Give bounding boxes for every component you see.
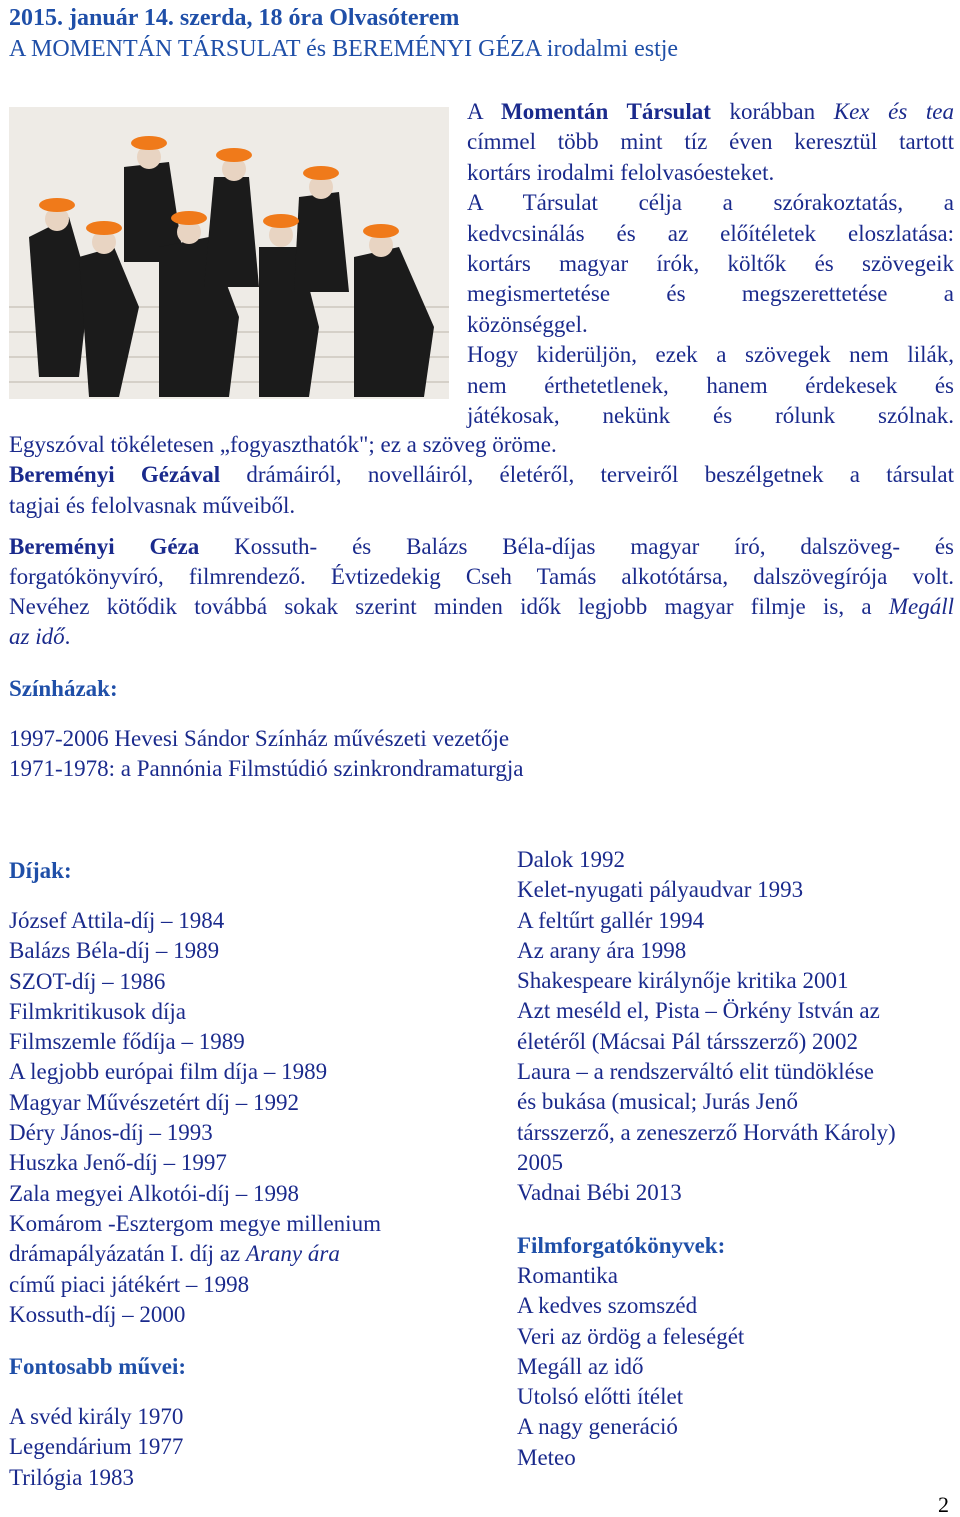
intro-line: nem érthetetlenek, hanem érdekesek és (467, 372, 954, 398)
films-list (517, 1261, 744, 1473)
award-item: drámapályázatán I. díj az Arany ára (9, 1241, 340, 1267)
award-item: Komárom -Esztergom megye millenium (9, 1210, 381, 1236)
intro-line: A Társulat célja a szórakoztatás, a (467, 190, 954, 216)
bio-line: forgatókönyvíró, filmrendező. Évtizedekig Cseh Tamás alkotótársa, dalszövegírója volt. (9, 564, 954, 589)
bio-line: Bereményi Géza Kossuth- és Balázs Béla-díjas magyar író, dalszöveg- és (9, 534, 954, 559)
intro-line: Egyszóval tökéletesen „fogyaszthatók"; ez a szöveg öröme. (9, 432, 557, 457)
play-item: A feltűrt gallér 1994 (517, 907, 705, 933)
film-item: A kedves szomszéd (517, 1293, 698, 1319)
play-item: társszerző, a zeneszerző Horváth Károly) (517, 1119, 896, 1145)
award-item: József Attila-díj – 1984 (9, 908, 225, 933)
play-item: Vadnai Bébi 2013 (517, 1180, 682, 1206)
film-item: Veri az ördög a feleségét (517, 1323, 745, 1349)
awards-list (9, 906, 381, 1330)
award-item: A legjobb európai film díja – 1989 (9, 1059, 328, 1085)
event-date-title: 2015. január 14. szerda, 18 óra Olvasóterem (9, 5, 460, 31)
award-item: Filmszemle fődíja – 1989 (9, 1029, 245, 1055)
bio-line: az idő. (9, 624, 71, 649)
awards-heading: Díjak: (9, 858, 72, 883)
intro-line: A Momentán Társulat korábban Kex és tea (467, 99, 955, 124)
film-item: Meteo (517, 1444, 576, 1470)
intro-line: tagjai és felolvasnak műveiből. (9, 493, 296, 518)
film-item: A nagy generáció (517, 1414, 678, 1440)
play-item: 2005 (517, 1149, 563, 1175)
intro-line: Bereményi Gézával drámáiról, novelláiról, életéről, terveiről beszélgetnek a társulat (9, 462, 954, 487)
theatres-heading: Színházak: (9, 676, 118, 701)
intro-line: kortárs magyar írók, költők és szövegeik (467, 251, 954, 277)
troupe-photo (9, 107, 449, 399)
plays-list (517, 845, 896, 1209)
intro-line: játékosak, nekünk és rólunk szólnak. (467, 403, 954, 429)
film-item: Megáll az idő (517, 1353, 644, 1379)
award-item: Huszka Jenő-díj – 1997 (9, 1150, 227, 1176)
award-item: Kossuth-díj – 2000 (9, 1301, 186, 1327)
theatre-item: 1997-2006 Hevesi Sándor Színház művészeti vezetője (9, 726, 510, 751)
intro-line: közönséggel. (467, 311, 588, 337)
event-title: A MOMENTÁN TÁRSULAT és BEREMÉNYI GÉZA irodalmi estje (9, 36, 679, 62)
work-item: Trilógia 1983 (9, 1464, 135, 1490)
play-item: és bukása (musical; Jurás Jenő (517, 1089, 799, 1115)
award-item: című piaci játékért – 1998 (9, 1271, 250, 1297)
award-item: SZOT-díj – 1986 (9, 968, 166, 994)
intro-line: Hogy kiderüljön, ezek a szövegek nem lilák, (467, 342, 954, 368)
intro-line: kedvcsinálás és az előítéletek eloszlatása: (467, 220, 954, 246)
work-item: Legendárium 1977 (9, 1434, 184, 1460)
play-item: életéről (Mácsai Pál társszerző) 2002 (517, 1028, 859, 1054)
film-item: Romantika (517, 1263, 618, 1288)
film-item: Utolsó előtti ítélet (517, 1384, 684, 1410)
play-item: Shakespeare királynője kritika 2001 (517, 968, 849, 994)
page-number: 2 (938, 1492, 949, 1517)
intro-line: megismertetése és megszerettetése a (467, 281, 954, 307)
films-heading: Filmforgatókönyvek: (517, 1233, 726, 1258)
award-item: Filmkritikusok díja (9, 998, 186, 1024)
intro-line: kortárs irodalmi felolvasóesteket. (467, 159, 775, 185)
play-item: Azt meséld el, Pista – Örkény István az (517, 998, 880, 1024)
works-list (9, 1402, 183, 1493)
award-item: Magyar Művészetért díj – 1992 (9, 1089, 299, 1115)
intro-block (467, 97, 954, 431)
award-item: Balázs Béla-díj – 1989 (9, 938, 220, 964)
play-item: Laura – a rendszerváltó elit tündöklése (517, 1059, 874, 1085)
play-item: Kelet-nyugati pályaudvar 1993 (517, 877, 804, 903)
award-item: Zala megyei Alkotói-díj – 1998 (9, 1180, 300, 1206)
bio-line: Nevéhez kötődik továbbá sokak szerint minden idők legjobb magyar filmje is, a Megáll (9, 594, 954, 619)
play-item: Az arany ára 1998 (517, 937, 687, 963)
works-heading: Fontosabb művei: (9, 1354, 186, 1379)
play-item: Dalok 1992 (517, 847, 625, 872)
award-item: Déry János-díj – 1993 (9, 1120, 213, 1146)
intro-line: címmel több mint tíz éven keresztül tartott (467, 129, 954, 155)
work-item: A svéd király 1970 (9, 1404, 184, 1429)
theatre-item: 1971-1978: a Pannónia Filmstúdió szinkrondramaturgja (9, 756, 524, 781)
